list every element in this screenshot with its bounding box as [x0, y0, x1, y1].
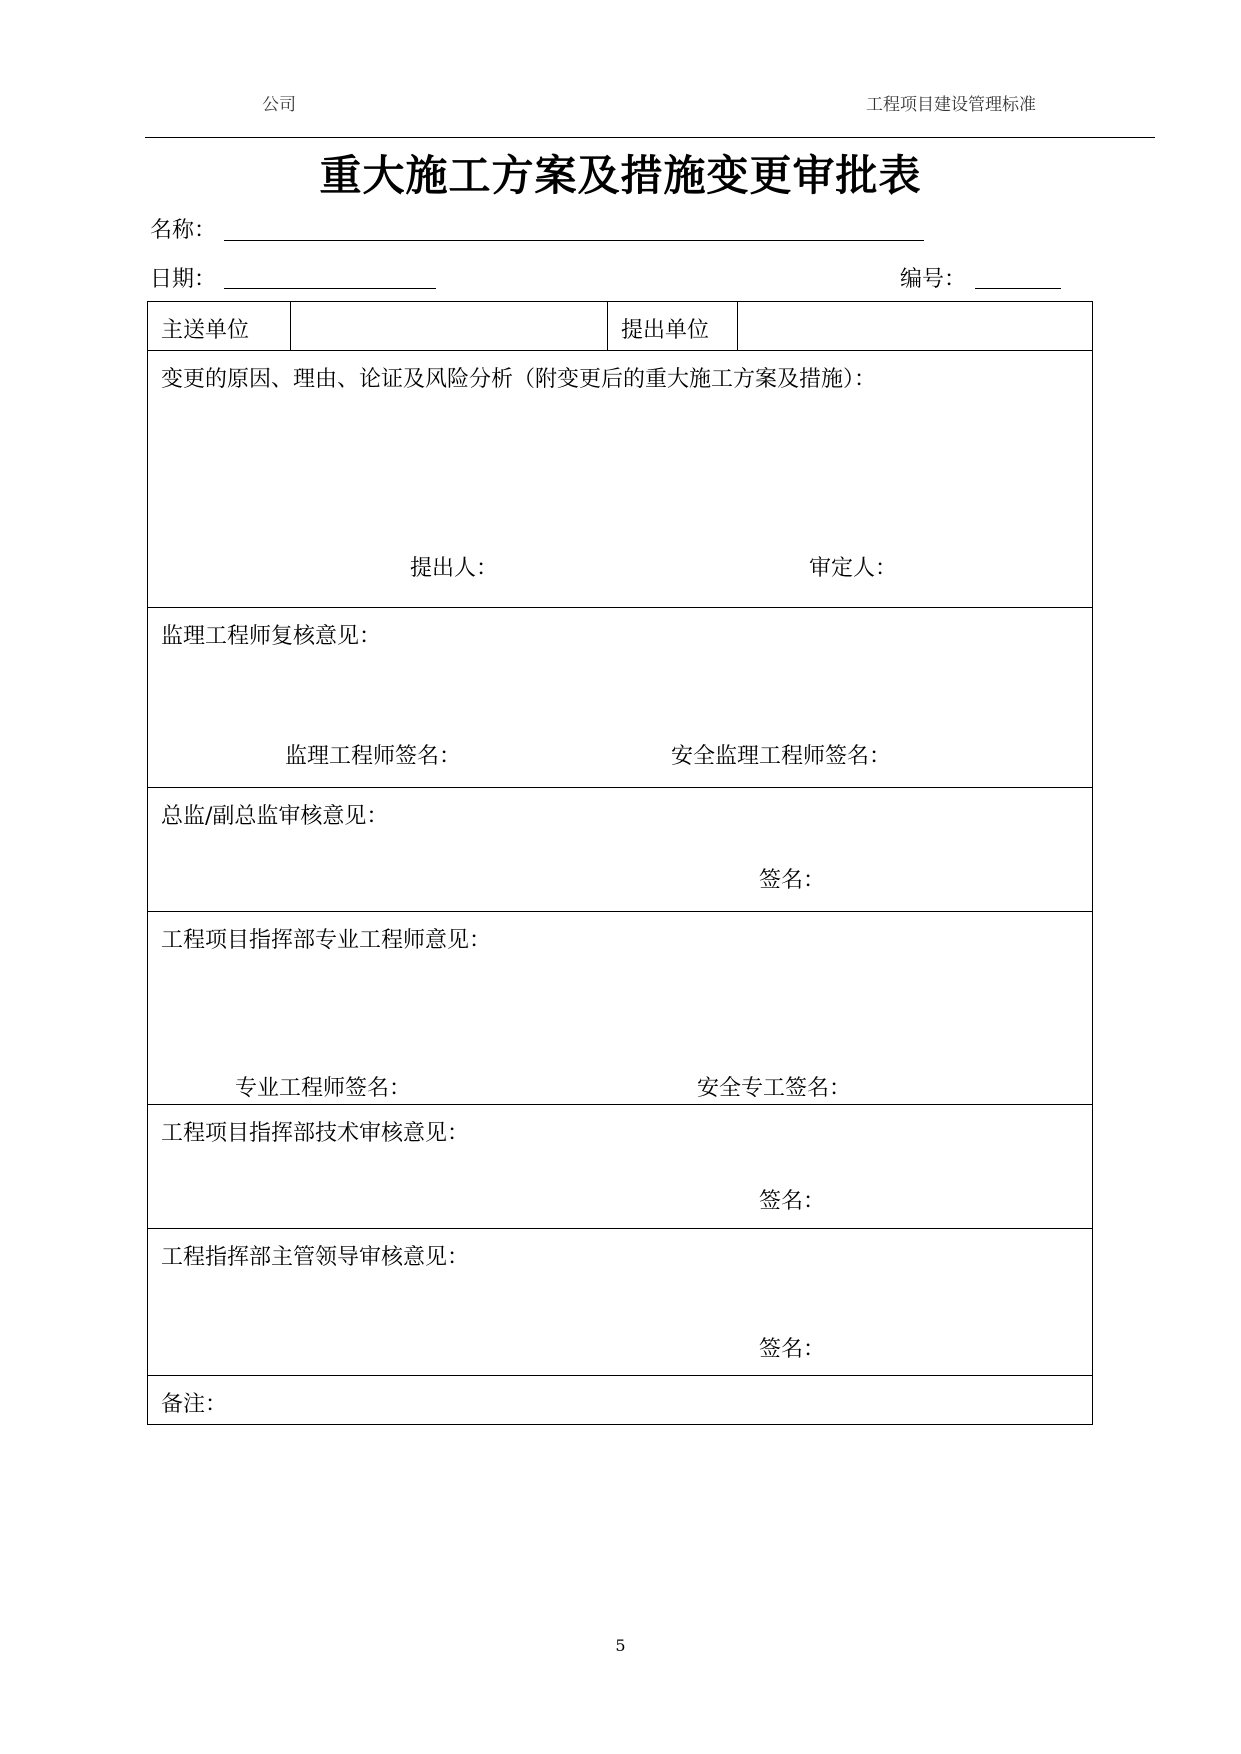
technical-signature-label: 签名：: [759, 1189, 826, 1214]
leader-review-label: 工程指挥部主管领导审核意见：: [161, 1245, 470, 1270]
safety-supervisor-signature-label: 安全监理工程师签名：: [671, 744, 892, 769]
date-field-line[interactable]: [224, 288, 436, 289]
leader-signature-label: 签名：: [759, 1337, 826, 1362]
proposer-signature-label: 提出人：: [410, 556, 499, 581]
remarks-section[interactable]: [148, 1376, 1093, 1425]
proposer-label-cell: [608, 302, 738, 351]
chief-review-section[interactable]: [148, 788, 1093, 912]
supervisor-review-label: 监理工程师复核意见：: [161, 624, 382, 649]
proposer-unit-label: 提出单位: [621, 318, 710, 343]
name-label: 名称：: [150, 218, 217, 243]
form-title: 重大施工方案及措施变更审批表: [319, 151, 922, 200]
date-label: 日期：: [150, 267, 217, 292]
name-field-line[interactable]: [224, 240, 924, 241]
safety-specialist-signature-label: 安全专工签名：: [697, 1076, 852, 1101]
page-number: 5: [615, 1636, 626, 1655]
reason-section[interactable]: [148, 351, 1093, 608]
proposer-value-cell[interactable]: [738, 302, 1093, 351]
supervisor-review-section[interactable]: [148, 608, 1093, 788]
specialist-opinion-section[interactable]: [148, 912, 1093, 1105]
sender-label: 主送单位: [161, 318, 250, 343]
chief-signature-label: 签名：: [759, 868, 826, 893]
header-divider: [145, 137, 1155, 138]
number-field-line[interactable]: [975, 288, 1061, 289]
specialist-engineer-signature-label: 专业工程师签名：: [235, 1076, 412, 1101]
header-company: 公司: [262, 95, 296, 115]
reason-label: 变更的原因、理由、论证及风险分析（附变更后的重大施工方案及措施）：: [161, 367, 877, 392]
number-label: 编号：: [900, 267, 967, 292]
sender-value-cell[interactable]: [291, 302, 608, 351]
supervisor-engineer-signature-label: 监理工程师签名：: [285, 744, 462, 769]
specialist-opinion-label: 工程项目指挥部专业工程师意见：: [161, 928, 492, 953]
approval-form-table: [147, 301, 1093, 1425]
remarks-label: 备注：: [161, 1392, 228, 1417]
technical-review-section[interactable]: [148, 1105, 1093, 1229]
header-standard: 工程项目建设管理标准: [866, 95, 1036, 115]
sender-label-cell: [148, 302, 291, 351]
technical-review-label: 工程项目指挥部技术审核意见：: [161, 1121, 470, 1146]
leader-review-section[interactable]: [148, 1229, 1093, 1376]
approver-signature-label: 审定人：: [809, 556, 898, 581]
chief-review-label: 总监/副总监审核意见：: [161, 804, 389, 829]
